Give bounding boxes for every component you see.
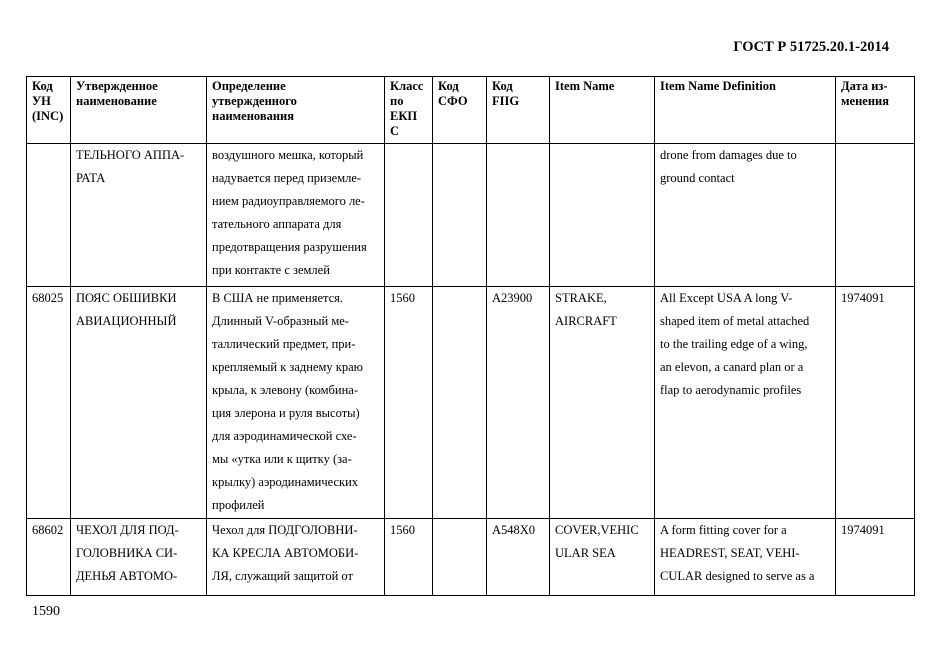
- header-item-definition: [655, 77, 836, 144]
- cell-line: профилей: [212, 498, 265, 512]
- cell-line: to the trailing edge of a wing,: [660, 337, 808, 351]
- cell-line: Длинный V-образный ме-: [212, 314, 349, 328]
- cell-line: для аэродинамической схе-: [212, 429, 357, 443]
- cell-line: воздушного мешка, который: [212, 148, 364, 162]
- cell-fiig: [487, 144, 550, 287]
- cell-line: ground contact: [660, 171, 735, 185]
- cell-line: при контакте с землей: [212, 263, 330, 277]
- header-line: С: [390, 124, 400, 138]
- cell-inc: [27, 144, 71, 287]
- header-line: наименование: [76, 94, 157, 108]
- cell-item-definition: [655, 144, 836, 287]
- cell-line: ПОЯС ОБШИВКИ: [76, 291, 177, 305]
- cell-sfo: [433, 144, 487, 287]
- cell-line: крылку) аэродинамических: [212, 475, 359, 489]
- cell-change-date: 1974091: [836, 287, 915, 519]
- header-line: Определение: [212, 79, 286, 93]
- cell-line: предотвращения разрушения: [212, 240, 367, 254]
- cell-line: COVER,VEHIC: [555, 523, 639, 537]
- header-line: Класс: [390, 79, 424, 93]
- table-row: [27, 519, 915, 596]
- header-line: Дата из-: [841, 79, 888, 93]
- cell-class: [385, 144, 433, 287]
- header-line: утвержденного: [212, 94, 297, 108]
- cell-sfo: [433, 287, 487, 519]
- cell-fiig: A23900: [487, 287, 550, 519]
- cell-approved-name: [71, 144, 207, 287]
- cell-line: крепляемый к заднему краю: [212, 360, 363, 374]
- header-line: Item Name Definition: [660, 79, 776, 93]
- cell-approved-name: [71, 287, 207, 519]
- header-line: FIIG: [492, 94, 520, 108]
- table-header-row: [27, 77, 915, 144]
- cell-line: ДЕНЬЯ АВТОМО-: [76, 569, 178, 583]
- header-class: [385, 77, 433, 144]
- cell-item-name: [550, 144, 655, 287]
- cell-line: АВИАЦИОННЫЙ: [76, 314, 177, 328]
- cell-line: ЧЕХОЛ ДЛЯ ПОД-: [76, 523, 179, 537]
- cell-line: an elevon, a canard plan or a: [660, 360, 804, 374]
- cell-item-definition: [655, 519, 836, 596]
- header-inc: [27, 77, 71, 144]
- cell-line: нием радиоуправляемого ле-: [212, 194, 365, 208]
- cell-definition: [207, 519, 385, 596]
- cell-item-name: [550, 287, 655, 519]
- header-line: СФО: [438, 94, 468, 108]
- cell-line: ция элерона и руля высоты): [212, 406, 360, 420]
- table-row: [27, 287, 915, 519]
- header-line: наименования: [212, 109, 295, 123]
- header-approved-name: [71, 77, 207, 144]
- cell-line: CULAR designed to serve as a: [660, 569, 815, 583]
- cell-line: HEADREST, SEAT, VEHI-: [660, 546, 800, 560]
- cell-class: 1560: [385, 287, 433, 519]
- document-standard-header: ГОСТ Р 51725.20.1-2014: [733, 39, 889, 55]
- page-number: 1590: [32, 604, 60, 619]
- header-change-date: [836, 77, 915, 144]
- header-line: по: [390, 94, 404, 108]
- cell-line: крыла, к элевону (комбина-: [212, 383, 358, 397]
- header-line: Код: [492, 79, 513, 93]
- cell-change-date: 1974091: [836, 519, 915, 596]
- header-line: Item Name: [555, 79, 615, 93]
- cell-line: таллический предмет, при-: [212, 337, 356, 351]
- cell-line: РАТА: [76, 171, 106, 185]
- cell-inc: 68602: [27, 519, 71, 596]
- header-line: Код: [438, 79, 459, 93]
- cell-line: ULAR SEA: [555, 546, 616, 560]
- cell-line: Чехол для ПОДГОЛОВНИ-: [212, 523, 358, 537]
- cell-definition: [207, 287, 385, 519]
- header-line: Код: [32, 79, 53, 93]
- cell-item-name: [550, 519, 655, 596]
- header-line: (INC): [32, 109, 64, 123]
- cell-item-definition: [655, 287, 836, 519]
- header-line: ЕКП: [390, 109, 418, 123]
- header-line: Утвержденное: [76, 79, 158, 93]
- cell-line: shaped item of metal attached: [660, 314, 810, 328]
- cell-sfo: [433, 519, 487, 596]
- cell-class: 1560: [385, 519, 433, 596]
- cell-line: AIRCRAFT: [555, 314, 617, 328]
- cell-definition: [207, 144, 385, 287]
- cell-line: КА КРЕСЛА АВТОМОБИ-: [212, 546, 359, 560]
- header-definition: [207, 77, 385, 144]
- table-row: [27, 144, 915, 287]
- cell-change-date: [836, 144, 915, 287]
- cell-line: мы «утка или к щитку (за-: [212, 452, 352, 466]
- cell-line: flap to aerodynamic profiles: [660, 383, 802, 397]
- header-fiig: [487, 77, 550, 144]
- header-line: менения: [841, 94, 889, 108]
- cell-line: В США не применяется.: [212, 291, 344, 305]
- cell-line: STRAKE,: [555, 291, 607, 305]
- cell-line: ЛЯ, служащий защитой от: [212, 569, 353, 583]
- cell-fiig: A548X0: [487, 519, 550, 596]
- cell-line: ГОЛОВНИКА СИ-: [76, 546, 178, 560]
- cell-line: тательного аппарата для: [212, 217, 342, 231]
- header-line: УН: [32, 94, 51, 108]
- cell-approved-name: [71, 519, 207, 596]
- header-sfo: [433, 77, 487, 144]
- cell-inc: 68025: [27, 287, 71, 519]
- cell-line: ТЕЛЬНОГО АППА-: [76, 148, 185, 162]
- cell-line: drone from damages due to: [660, 148, 797, 162]
- catalog-table: [26, 76, 915, 596]
- cell-line: All Except USA A long V-: [660, 291, 793, 305]
- header-item-name: [550, 77, 655, 144]
- cell-line: A form fitting cover for a: [660, 523, 787, 537]
- cell-line: надувается перед приземле-: [212, 171, 362, 185]
